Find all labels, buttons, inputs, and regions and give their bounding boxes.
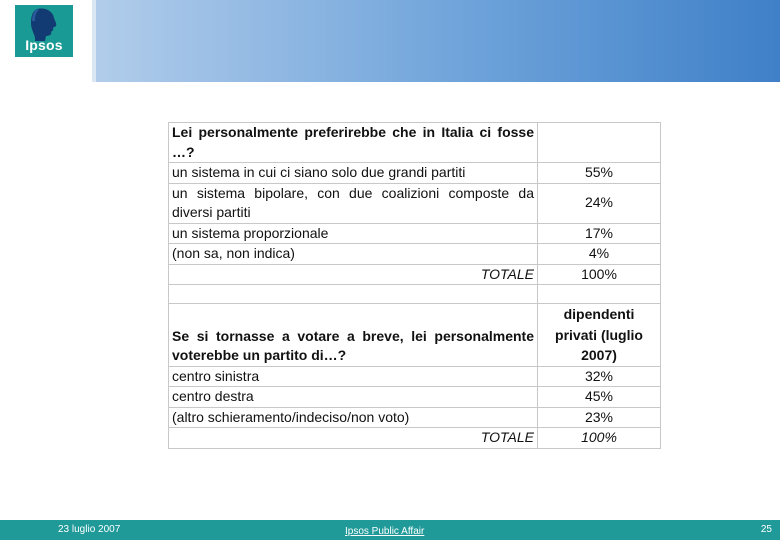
table-row — [169, 407, 661, 428]
row-value: 55% — [538, 163, 661, 184]
row-label: (non sa, non indica) — [169, 244, 538, 265]
total-label: TOTALE — [169, 264, 538, 285]
logo-divider — [92, 0, 96, 82]
row-label: un sistema bipolare, con due coalizioni composte da diversi partiti — [169, 183, 538, 223]
footer-bar — [0, 520, 780, 540]
table-row — [169, 163, 661, 184]
table-row — [169, 123, 661, 163]
row-label: un sistema in cui ci siano solo due grandi partiti — [169, 163, 538, 184]
spacer-row — [169, 285, 661, 304]
total-row — [169, 264, 661, 285]
table-row — [169, 366, 661, 387]
table-row — [169, 244, 661, 265]
row-value: 17% — [538, 223, 661, 244]
row-value: 32% — [538, 366, 661, 387]
header-banner — [0, 0, 780, 82]
total-label: TOTALE — [169, 428, 538, 449]
empty-cell — [169, 285, 538, 304]
row-label: un sistema proporzionale — [169, 223, 538, 244]
empty-cell — [538, 123, 661, 163]
row-value: 4% — [538, 244, 661, 265]
total-value: 100% — [538, 428, 661, 449]
row-value: 24% — [538, 183, 661, 223]
row-label: centro sinistra — [169, 366, 538, 387]
table-row — [169, 304, 661, 367]
logo-panel — [0, 0, 92, 82]
footer-date: 23 luglio 2007 — [58, 524, 121, 535]
survey-table — [168, 122, 661, 449]
table-row — [169, 223, 661, 244]
column-header: dipendenti privati (luglio 2007) — [538, 304, 661, 367]
total-row — [169, 428, 661, 449]
total-value: 100% — [538, 264, 661, 285]
row-value: 23% — [538, 407, 661, 428]
row-value: 45% — [538, 387, 661, 408]
table-row — [169, 387, 661, 408]
question-1: Lei personalmente preferirebbe che in Italia ci fosse …? — [169, 123, 538, 163]
ipsos-logo — [15, 5, 73, 57]
empty-cell — [538, 285, 661, 304]
logo-text: Ipsos — [25, 37, 63, 53]
row-label: (altro schieramento/indeciso/non voto) — [169, 407, 538, 428]
footer-title-link[interactable]: Ipsos Public Affair — [345, 526, 425, 537]
page-number: 25 — [760, 524, 772, 535]
table-row — [169, 183, 661, 223]
question-2: Se si tornasse a votare a breve, lei personalmente voterebbe un partito di…? — [169, 304, 538, 367]
row-label: centro destra — [169, 387, 538, 408]
